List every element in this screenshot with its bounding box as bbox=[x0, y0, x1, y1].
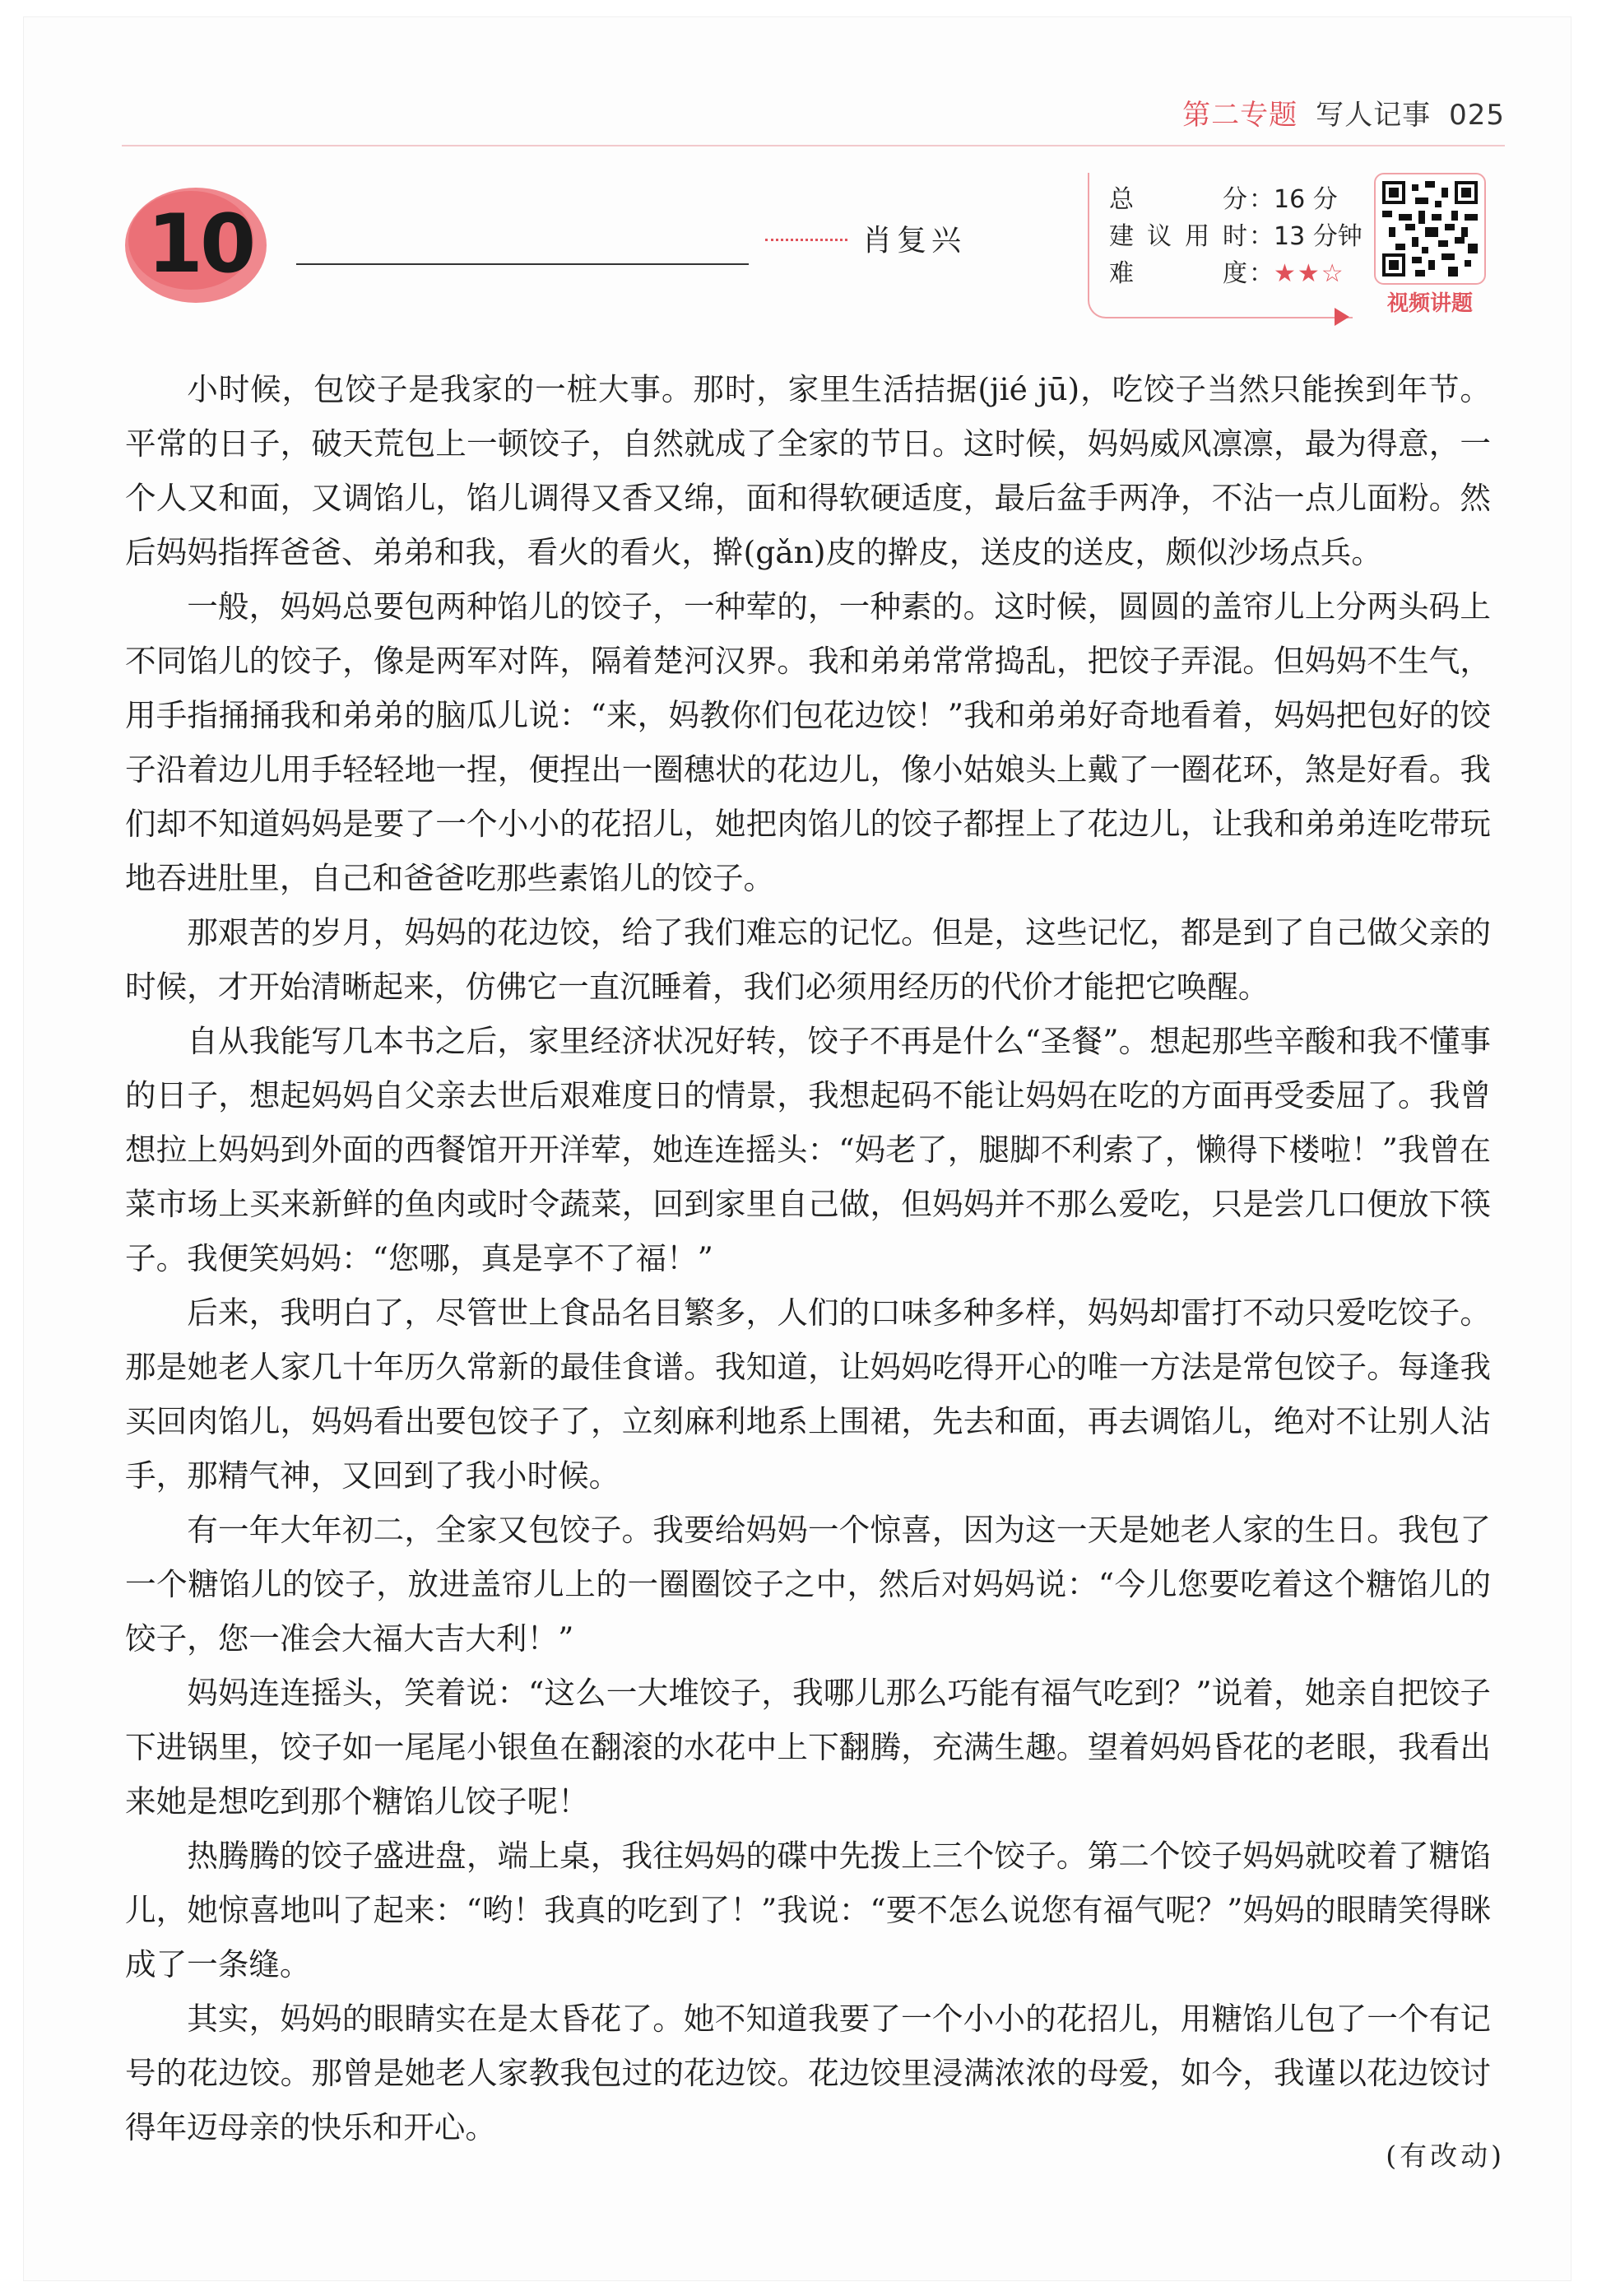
author-name: 肖复兴 bbox=[862, 224, 967, 258]
header-rule bbox=[122, 145, 1505, 146]
running-head bbox=[1182, 92, 1505, 132]
lesson-number: 10 bbox=[146, 198, 253, 291]
title-underline bbox=[296, 263, 749, 265]
info-time-row bbox=[1109, 218, 1363, 255]
info-score-row bbox=[1109, 181, 1363, 218]
paragraph-6: 有一年大年初二，全家又包饺子。我要给妈妈一个惊喜，因为这一天是她老人家的生日。我包了一个糖馅儿的饺子，放进盖帘儿上的一圈圈饺子之中，然后对妈妈说：“今儿您要吃着这个糖馅儿的饺子，您一准会大福大吉大利！” bbox=[125, 1512, 1491, 1657]
author-leader-dots bbox=[765, 239, 847, 244]
difficulty-stars: ★★☆ bbox=[1274, 259, 1345, 288]
page-number: 025 bbox=[1449, 99, 1505, 132]
info-box bbox=[1088, 173, 1516, 321]
lesson-number-badge bbox=[122, 183, 278, 306]
paragraph-3: 那艰苦的岁月，妈妈的花边饺，给了我们难忘的记忆。但是，这些记忆，都是到了自己做父亲的时候，才开始清晰起来，仿佛它一直沉睡着，我们必须用经历的代价才能把它唤醒。 bbox=[125, 914, 1491, 1005]
article-body bbox=[125, 362, 1491, 2154]
score-value: ：16 分 bbox=[1249, 185, 1338, 214]
topic-label: 写人记事 bbox=[1316, 99, 1432, 132]
info-difficulty-row bbox=[1109, 255, 1363, 292]
paragraph-1: 小时候，包饺子是我家的一桩大事。那时，家里生活拮据(jié jū)，吃饺子当然只能挨到年节。平常的日子，破天荒包上一顿饺子，自然就成了全家的节日。这时候，妈妈威风凛凛，最为得意，一个人又和面，又调馅儿，馅儿调得又香又绵，面和得软硬适度，最后盆手两净，不沾一点儿面粉。然后妈妈指挥爸爸、弟弟和我，看火的看火，擀(gǎn)皮的擀皮，送皮的送皮，颇似沙场点兵。 bbox=[125, 371, 1491, 570]
info-rows bbox=[1109, 181, 1363, 292]
paragraph-8: 热腾腾的饺子盛进盘，端上桌，我往妈妈的碟中先拨上三个饺子。第二个饺子妈妈就咬着了糖馅儿，她惊喜地叫了起来：“哟！我真的吃到了！”我说：“要不怎么说您有福气呢？”妈妈的眼睛笑得眯成了一条缝。 bbox=[125, 1838, 1491, 1982]
adaptation-note: (有改动) bbox=[1386, 2140, 1505, 2172]
section-label: 第二专题 bbox=[1182, 99, 1298, 132]
paragraph-5: 后来，我明白了，尽管世上食品名目繁多，人们的口味多种多样，妈妈却雷打不动只爱吃饺子。那是她老人家几十年历久常新的最佳食谱。我知道，让妈妈吃得开心的唯一方法是常包饺子。每逢我买回肉馅儿，妈妈看出要包饺子了，立刻麻利地系上围裙，先去和面，再去调馅儿，绝对不让别人沾手，那精气神，又回到了我小时候。 bbox=[125, 1294, 1491, 1494]
time-label: 建议用时 bbox=[1109, 222, 1247, 251]
paragraph-4: 自从我能写几本书之后，家里经济状况好转，饺子不再是什么“圣餐”。想起那些辛酸和我不懂事的日子，想起妈妈自父亲去世后艰难度日的情景，我想起码不能让妈妈在吃的方面再受委屈了。我曾想拉上妈妈到外面的西餐馆开开洋荤，她连连摇头：“妈老了，腿脚不利索了，懒得下楼啦！”我曾在菜市场上买来新鲜的鱼肉或时令蔬菜，回到家里自己做，但妈妈并不那么爱吃，只是尝几口便放下筷子。我便笑妈妈：“您哪，真是享不了福！” bbox=[125, 1023, 1491, 1276]
qr-code[interactable] bbox=[1374, 173, 1486, 285]
difficulty-label: 难 度 bbox=[1109, 259, 1247, 288]
score-label: 总 分 bbox=[1109, 185, 1247, 214]
difficulty-prefix: ： bbox=[1249, 259, 1274, 288]
arrow-right-icon bbox=[1335, 308, 1349, 326]
qr-code-icon bbox=[1382, 181, 1478, 277]
paragraph-7: 妈妈连连摇头，笑着说：“这么一大堆饺子，我哪儿那么巧能有福气吃到？”说着，她亲自把饺子下进锅里，饺子如一尾尾小银鱼在翻滚的水花中上下翻腾，充满生趣。望着妈妈昏花的老眼，我看出来她是想吃到那个糖馅儿饺子呢！ bbox=[125, 1675, 1491, 1820]
paragraph-2: 一般，妈妈总要包两种馅儿的饺子，一种荤的，一种素的。这时候，圆圆的盖帘儿上分两头码上不同馅儿的饺子，像是两军对阵，隔着楚河汉界。我和弟弟常常捣乱，把饺子弄混。但妈妈不生气，用手指捅捅我和弟弟的脑瓜儿说：“来，妈教你们包花边饺！”我和弟弟好奇地看着，妈妈把包好的饺子沿着边儿用手轻轻地一捏，便捏出一圈穗状的花边儿，像小姑娘头上戴了一圈花环，煞是好看。我们却不知道妈妈是要了一个小小的花招儿，她把肉馅儿的饺子都捏上了花边儿，让我和弟弟连吃带玩地吞进肚里，自己和爸爸吃那些素馅儿的饺子。 bbox=[125, 588, 1491, 896]
paragraph-9: 其实，妈妈的眼睛实在是太昏花了。她不知道我要了一个小小的花招儿，用糖馅儿包了一个有记号的花边饺。那曾是她老人家教我包过的花边饺。花边饺里浸满浓浓的母爱，如今，我谨以花边饺讨得年迈母亲的快乐和开心。 bbox=[125, 2001, 1491, 2145]
time-value: ：13 分钟 bbox=[1249, 222, 1363, 251]
qr-caption: 视频讲题 bbox=[1386, 291, 1473, 316]
